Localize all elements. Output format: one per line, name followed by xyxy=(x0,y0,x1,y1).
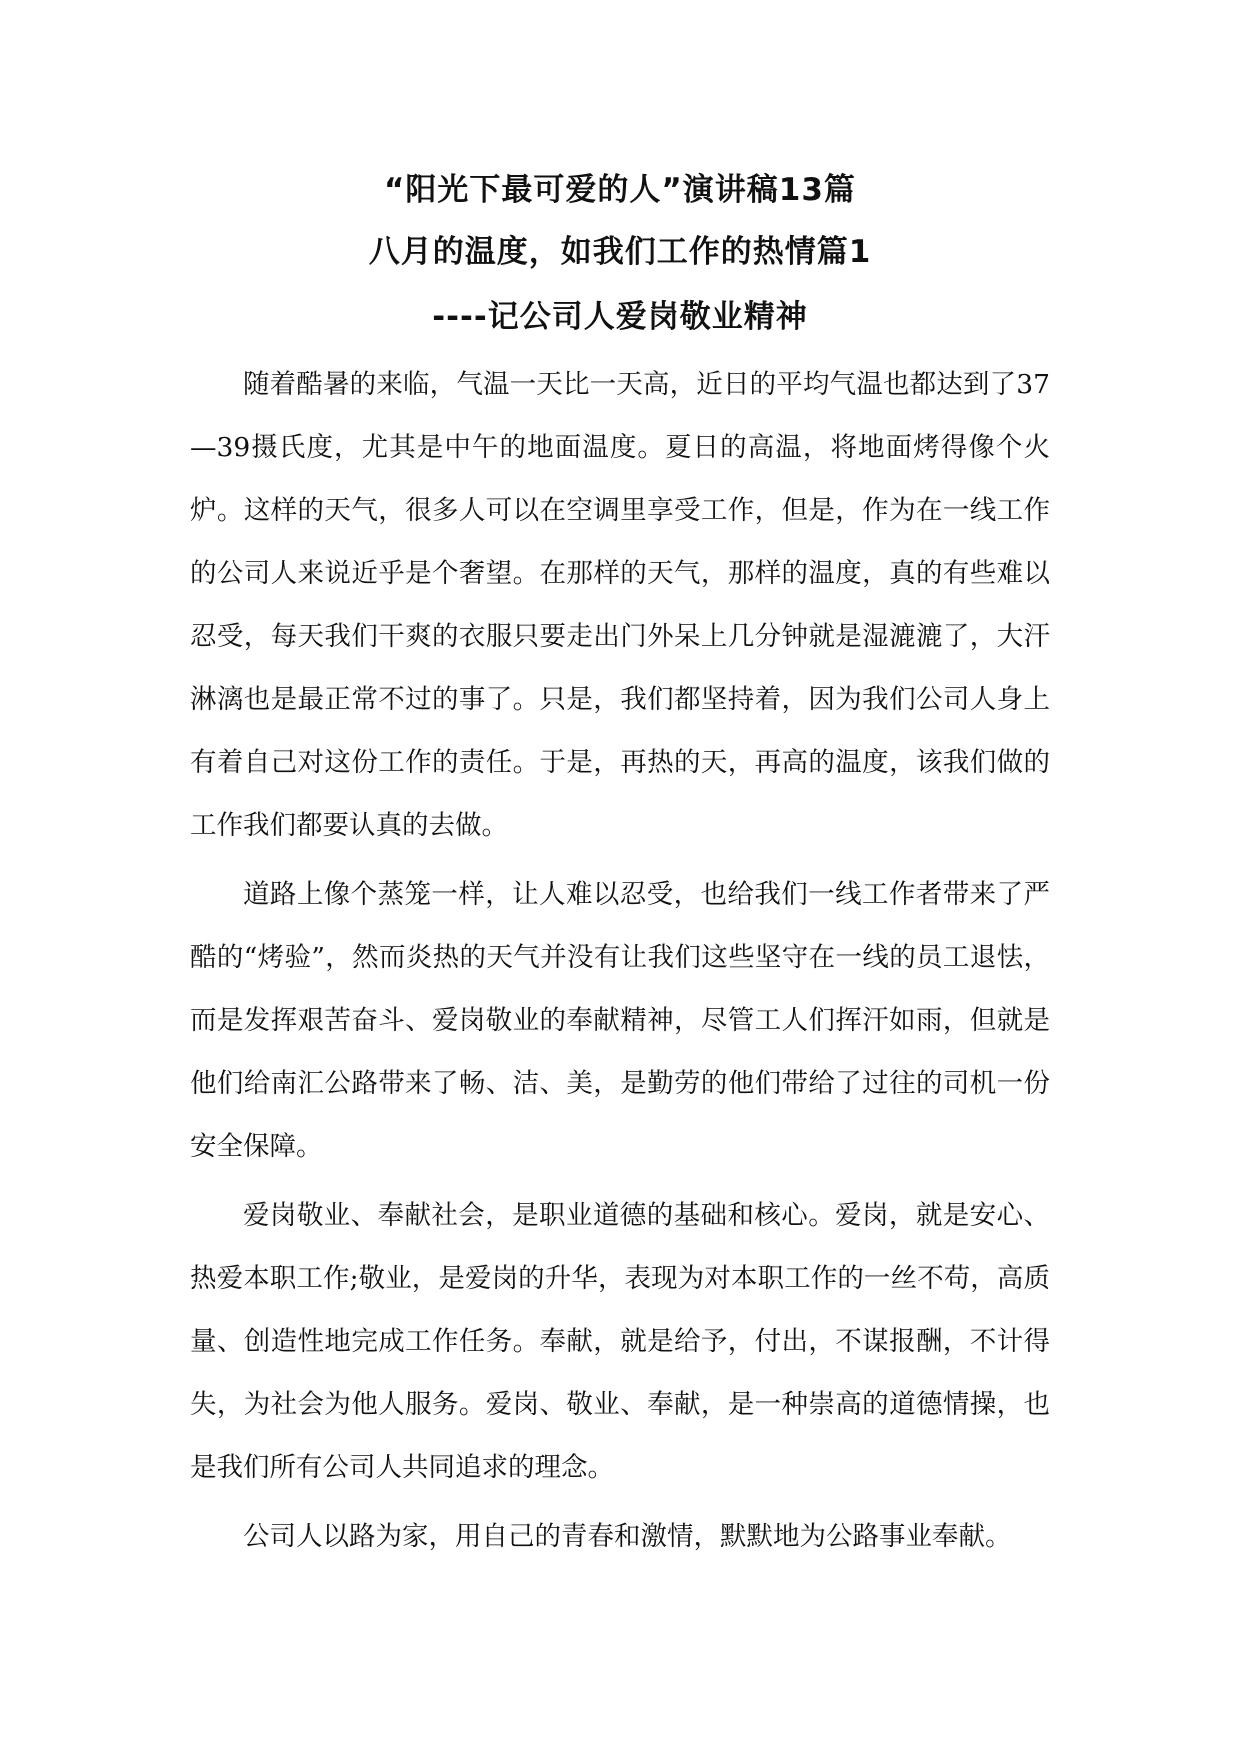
document-byline: ----记公司人爱岗敬业精神 xyxy=(432,299,808,335)
body-paragraph: 随着酷暑的来临，气温一天比一天高，近日的平均气温也都达到了37—39摄氏度，尤其是中午的地面温度。夏日的高温，将地面烤得像个火炉。这样的天气，很多人可以在空调里享受工作，但是，作为在一线工作的公司人来说近乎是个奢望。在那样的天气，那样的温度，真的有些难以忍受，每天我们干爽的衣服只要走出门外呆上几分钟就是湿漉漉了，大汗淋漓也是最正常不过的事了。只是，我们都坚持着，因为我们公司人身上有着自己对这份工作的责任。于是，再热的天，再高的温度，该我们做的工作我们都要认真的去做。 xyxy=(190,369,1050,841)
body-paragraph: 爱岗敬业、奉献社会，是职业道德的基础和核心。爱岗，就是安心、热爱本职工作;敬业，是爱岗的升华，表现为对本职工作的一丝不苟，高质量、创造性地完成工作任务。奉献，就是给予，付出，不谋报酬，不计得失，为社会为他人服务。爱岗、敬业、奉献，是一种崇高的道德情操，也是我们所有公司人共同追求的理念。 xyxy=(190,1200,1050,1483)
body-paragraph: 公司人以路为家，用自己的青春和激情，默默地为公路事业奉献。 xyxy=(243,1521,1012,1552)
document-subtitle: 八月的温度，如我们工作的热情篇1 xyxy=(368,234,872,270)
body-paragraph: 道路上像个蒸笼一样，让人难以忍受，也给我们一线工作者带来了严酷的“烤验”，然而炎热的天气并没有让我们这些坚守在一线的员工退怯，而是发挥艰苦奋斗、爱岗敬业的奉献精神，尽管工人们挥汗如雨，但就是他们给南汇公路带来了畅、洁、美，是勤劳的他们带给了过往的司机一份安全保障。 xyxy=(190,879,1050,1162)
document-page xyxy=(190,160,1050,1574)
document-title: “阳光下最可爱的人”演讲稿13篇 xyxy=(384,172,856,208)
